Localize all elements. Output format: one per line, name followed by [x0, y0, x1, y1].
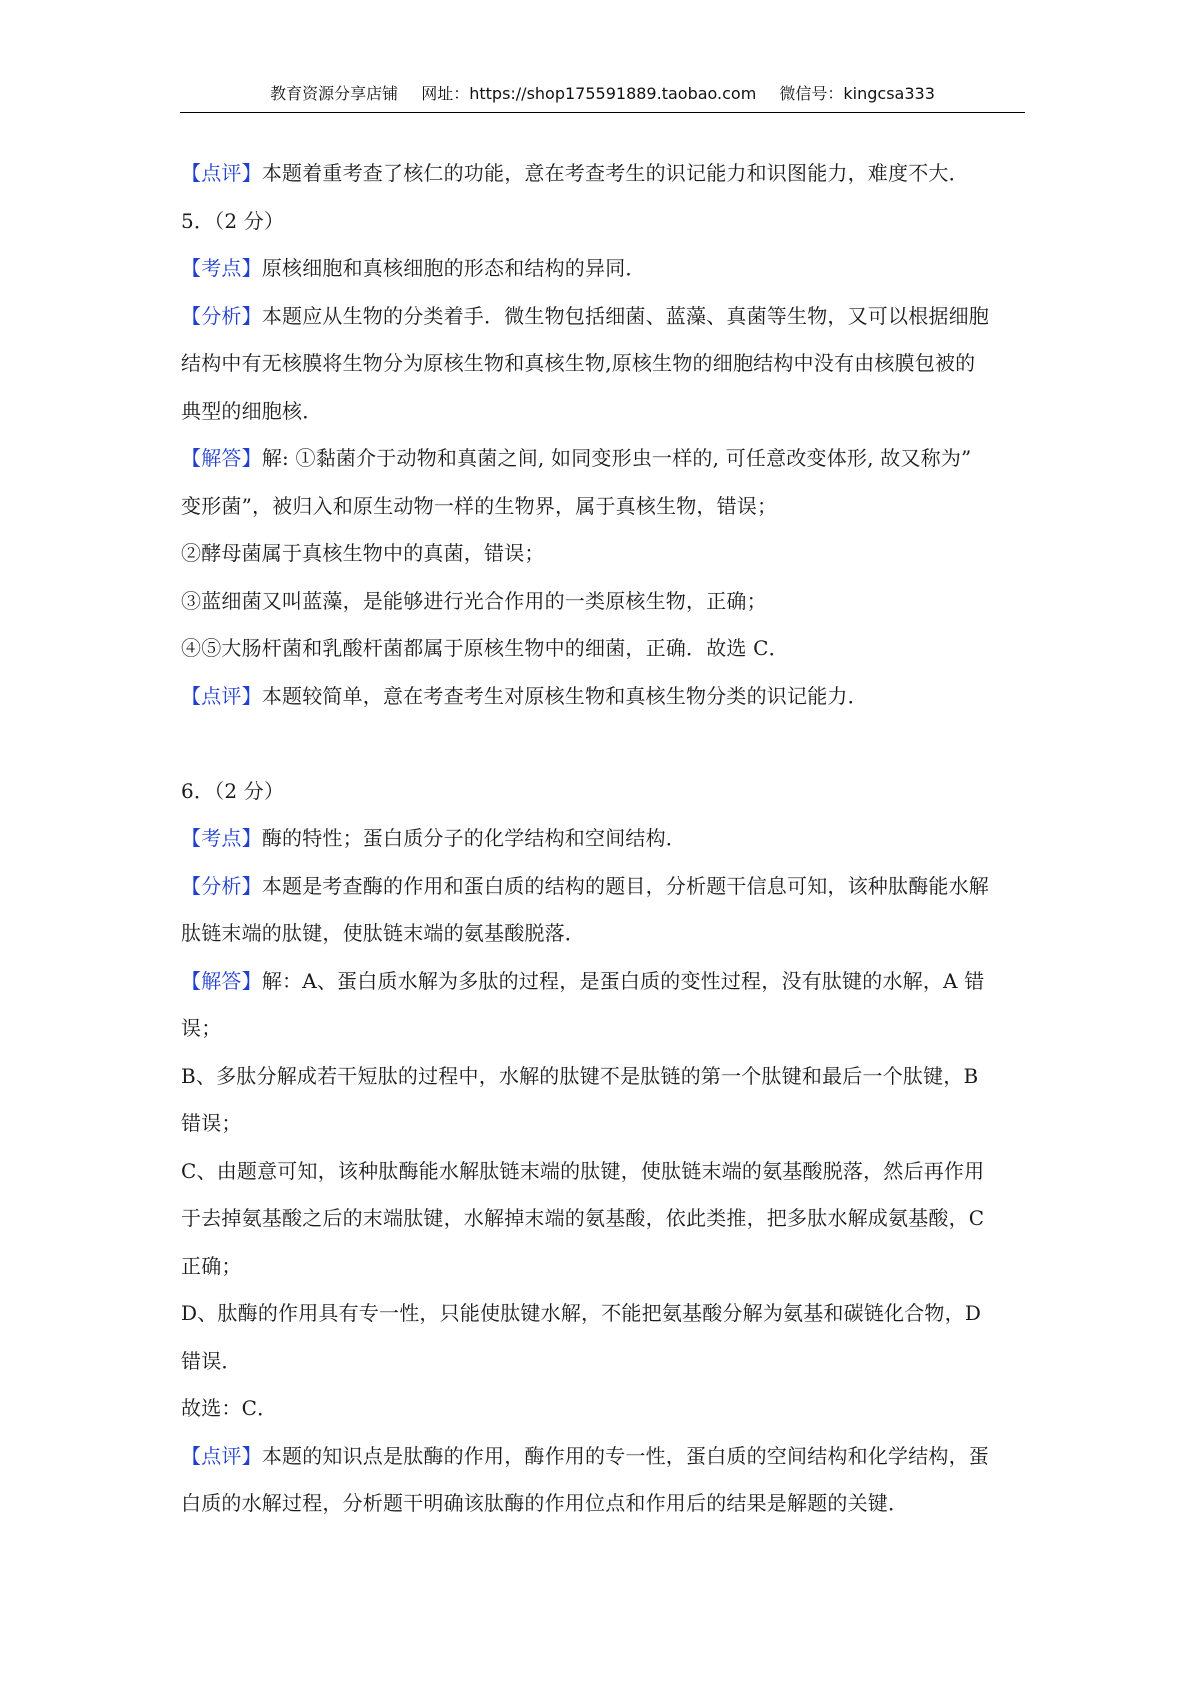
line-text: 白质的水解过程，分析题干明确该肽酶的作用位点和作用后的结果是解题的关键．: [181, 1491, 909, 1515]
line-text: 本题较简单，意在考查考生对原核生物和真核生物分类的识记能力．: [261, 683, 868, 708]
text-line: [181, 388, 1026, 436]
line-text: 错误．: [181, 1348, 242, 1373]
text-line: [181, 340, 1026, 388]
line-text: 本题着重考查了核仁的功能，意在考查考生的识记能力和识图能力，难度不大．: [261, 161, 969, 185]
line-text: 解: ①黏菌介于动物和真菌之间, 如同变形虫一样的, 可任意改变体形, 故又称为”: [261, 446, 972, 470]
text-line: [181, 435, 1026, 483]
paragraph-gap: [181, 720, 1026, 768]
text-line: [181, 768, 1026, 816]
line-text: 肽链末端的肽键，使肽链末端的氨基酸脱落．: [181, 921, 585, 945]
text-line: [181, 1148, 1026, 1196]
line-text: 解：A、蛋白质水解为多肽的过程，是蛋白质的变性过程，没有肽键的水解，A 错: [261, 968, 985, 993]
page-header: [180, 84, 1025, 113]
line-text: ②酵母菌属于真核生物中的真菌，错误；: [181, 541, 545, 565]
section-tag: 【分析】: [181, 873, 262, 898]
document-body: [181, 150, 1026, 1528]
line-text: 本题应从生物的分类着手．微生物包括细菌、蓝藻、真菌等生物，又可以根据细胞: [261, 303, 990, 328]
text-line: [181, 1243, 1026, 1291]
line-text: 结构中有无核膜将生物分为原核生物和真核生物,原核生物的细胞结构中没有由核膜包被的: [181, 351, 976, 375]
text-line: [181, 1433, 1026, 1481]
line-text: 误；: [181, 1016, 222, 1040]
text-line: [181, 958, 1026, 1006]
text-line: [181, 625, 1026, 673]
text-line: [181, 1290, 1026, 1338]
text-line: [181, 1005, 1026, 1053]
line-text: 变形菌”，被归入和原生动物一样的生物界，属于真核生物，错误；: [181, 493, 778, 518]
text-line: [181, 293, 1026, 341]
text-line: [181, 815, 1026, 863]
section-tag: 【解答】: [181, 446, 262, 470]
text-line: [181, 1385, 1026, 1433]
text-line: [181, 483, 1026, 531]
line-text: 6．（2 分）: [181, 778, 285, 803]
line-text: B、多肽分解成若干短肽的过程中，水解的肽键不是肽链的第一个肽键和最后一个肽键，B: [181, 1063, 979, 1088]
section-tag: 【点评】: [181, 161, 262, 185]
section-tag: 【考点】: [181, 826, 262, 850]
section-tag: 【点评】: [181, 683, 262, 708]
text-line: [181, 910, 1026, 958]
text-line: [181, 1195, 1026, 1243]
text-line: [181, 1480, 1026, 1528]
line-text: 酶的特性；蛋白质分子的化学结构和空间结构．: [261, 826, 687, 850]
line-text: 正确；: [181, 1253, 242, 1278]
text-line: [181, 198, 1026, 246]
text-line: [181, 530, 1026, 578]
header-wechat: 微信号：kingcsa333: [779, 84, 935, 103]
line-text: 于去掉氨基酸之后的末端肽键，水解掉末端的氨基酸，依此类推，把多肽水解成氨基酸，C: [181, 1206, 985, 1230]
line-text: 原核细胞和真核细胞的形态和结构的异同．: [261, 256, 646, 280]
line-text: C、由题意可知，该种肽酶能水解肽链末端的肽键，使肽链末端的氨基酸脱落，然后再作用: [181, 1158, 985, 1183]
text-line: [181, 863, 1026, 911]
line-text: 本题的知识点是肽酶的作用，酶作用的专一性，蛋白质的空间结构和化学结构，蛋: [261, 1443, 990, 1468]
section-tag: 【点评】: [181, 1443, 262, 1468]
line-text: 本题是考查酶的作用和蛋白质的结构的题目，分析题干信息可知，该种肽酶能水解: [261, 873, 990, 898]
text-line: [181, 1338, 1026, 1386]
line-text: D、肽酶的作用具有专一性，只能使肽键水解，不能把氨基酸分解为氨基和碳链化合物，D: [181, 1301, 982, 1325]
header-url: 网址：https://shop175591889.taobao.com: [421, 84, 757, 103]
text-line: [181, 673, 1026, 721]
line-text: ④⑤大肠杆菌和乳酸杆菌都属于原核生物中的细菌，正确．故选 C．: [181, 636, 789, 660]
section-tag: 【分析】: [181, 303, 262, 328]
line-text: 故选：C．: [181, 1396, 278, 1420]
section-tag: 【解答】: [181, 968, 262, 993]
line-text: 典型的细胞核．: [181, 398, 323, 423]
text-line: [181, 1053, 1026, 1101]
section-tag: 【考点】: [181, 256, 262, 280]
line-text: 错误；: [181, 1111, 242, 1135]
line-text: 5．（2 分）: [181, 208, 285, 233]
text-line: [181, 150, 1026, 198]
text-line: [181, 578, 1026, 626]
header-shop: 教育资源分享店铺: [270, 84, 399, 103]
text-line: [181, 1100, 1026, 1148]
text-line: [181, 245, 1026, 293]
line-text: ③蓝细菌又叫蓝藻，是能够进行光合作用的一类原核生物，正确；: [181, 588, 767, 613]
